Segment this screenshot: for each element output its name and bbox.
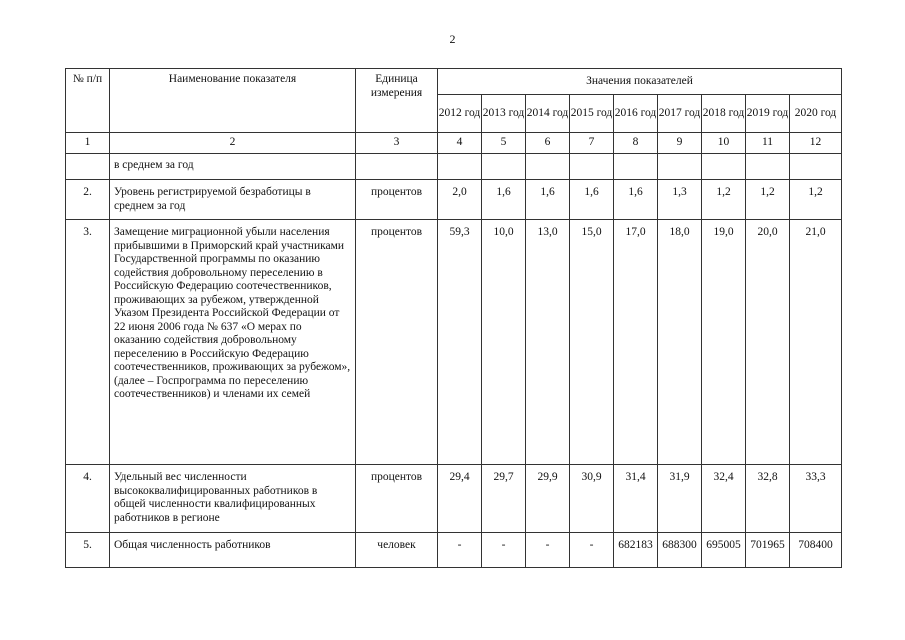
header-year: 2017 год: [658, 95, 702, 133]
row-value: [438, 154, 482, 180]
row-value: 29,9: [526, 465, 570, 533]
row-value: 32,4: [702, 465, 746, 533]
column-index: 5: [482, 133, 526, 154]
row-value: 30,9: [570, 465, 614, 533]
column-index: 4: [438, 133, 482, 154]
column-index: 2: [110, 133, 356, 154]
header-values-group: Значения показателей: [438, 69, 842, 95]
row-value: [614, 154, 658, 180]
row-value: 29,4: [438, 465, 482, 533]
row-value: 1,6: [614, 180, 658, 220]
row-num: 3.: [66, 220, 110, 465]
row-value: 1,2: [702, 180, 746, 220]
table-row: [66, 533, 842, 568]
row-value: 1,3: [658, 180, 702, 220]
row-value: 32,8: [746, 465, 790, 533]
row-value: 19,0: [702, 220, 746, 465]
row-unit: [356, 154, 438, 180]
header-year: 2015 год: [570, 95, 614, 133]
row-value: -: [438, 533, 482, 568]
row-value: [482, 154, 526, 180]
header-year: 2014 год: [526, 95, 570, 133]
column-index: 11: [746, 133, 790, 154]
table-row: [66, 220, 842, 465]
row-value: 59,3: [438, 220, 482, 465]
row-name: Общая численность работников: [110, 533, 356, 568]
row-value: [746, 154, 790, 180]
row-num: 2.: [66, 180, 110, 220]
table-row: [66, 465, 842, 533]
row-name: Уровень регистрируемой безработицы в среднем за год: [110, 180, 356, 220]
column-index: 1: [66, 133, 110, 154]
row-value: 10,0: [482, 220, 526, 465]
header-num: № п/п: [66, 69, 110, 133]
header-unit: Единица измерения: [356, 69, 438, 133]
table-row: [66, 180, 842, 220]
row-value: 688300: [658, 533, 702, 568]
column-index: 9: [658, 133, 702, 154]
row-value: 682183: [614, 533, 658, 568]
header-year: 2016 год: [614, 95, 658, 133]
row-value: 708400: [790, 533, 842, 568]
row-value: 17,0: [614, 220, 658, 465]
indicators-table: [65, 68, 842, 568]
row-unit: человек: [356, 533, 438, 568]
row-name: в среднем за год: [110, 154, 356, 180]
row-value: 695005: [702, 533, 746, 568]
row-value: 29,7: [482, 465, 526, 533]
row-num: 4.: [66, 465, 110, 533]
row-value: 1,6: [526, 180, 570, 220]
row-value: [702, 154, 746, 180]
page-number: 2: [449, 32, 456, 46]
row-value: 701965: [746, 533, 790, 568]
row-value: [790, 154, 842, 180]
row-num: 5.: [66, 533, 110, 568]
header-year: 2018 год: [702, 95, 746, 133]
column-index: 12: [790, 133, 842, 154]
row-value: 18,0: [658, 220, 702, 465]
row-value: 15,0: [570, 220, 614, 465]
row-value: 33,3: [790, 465, 842, 533]
column-index: 10: [702, 133, 746, 154]
table-row: [66, 154, 842, 180]
row-value: [658, 154, 702, 180]
row-value: 21,0: [790, 220, 842, 465]
row-unit: процентов: [356, 220, 438, 465]
column-index: 8: [614, 133, 658, 154]
column-index: 3: [356, 133, 438, 154]
row-unit: процентов: [356, 180, 438, 220]
header-year: 2012 год: [438, 95, 482, 133]
column-index: 6: [526, 133, 570, 154]
row-value: 1,6: [482, 180, 526, 220]
header-row-1: [66, 69, 842, 95]
row-value: -: [482, 533, 526, 568]
header-name: Наименование показателя: [110, 69, 356, 133]
row-name: Удельный вес численности высококвалифицированных работников в общей численности квалифицированных работников в регионе: [110, 465, 356, 533]
column-index-row: [66, 133, 842, 154]
header-year: 2013 год: [482, 95, 526, 133]
row-value: 20,0: [746, 220, 790, 465]
row-value: [570, 154, 614, 180]
row-value: 1,2: [746, 180, 790, 220]
row-value: 1,2: [790, 180, 842, 220]
row-num: [66, 154, 110, 180]
row-value: [526, 154, 570, 180]
header-year: 2019 год: [746, 95, 790, 133]
header-year: 2020 год: [790, 95, 842, 133]
row-value: -: [526, 533, 570, 568]
row-value: 13,0: [526, 220, 570, 465]
row-value: 31,4: [614, 465, 658, 533]
row-value: 1,6: [570, 180, 614, 220]
row-unit: процентов: [356, 465, 438, 533]
column-index: 7: [570, 133, 614, 154]
row-value: -: [570, 533, 614, 568]
row-value: 31,9: [658, 465, 702, 533]
row-name: Замещение миграционной убыли населения прибывшими в Приморский край участниками Государственной программы по оказанию содействия добровольному переселению в Российскую Федерацию соотечественников, проживающих за рубежом, утвержденной Указом Президента Российской Федерации от 22 июня 2006 года № 637 «О мерах по оказанию содействия добровольному переселению в Российскую Федерацию соотечественников, проживающих за рубежом», (далее – Госпрограмма по переселению соотечественников) и членами их семей: [110, 220, 356, 465]
row-value: 2,0: [438, 180, 482, 220]
